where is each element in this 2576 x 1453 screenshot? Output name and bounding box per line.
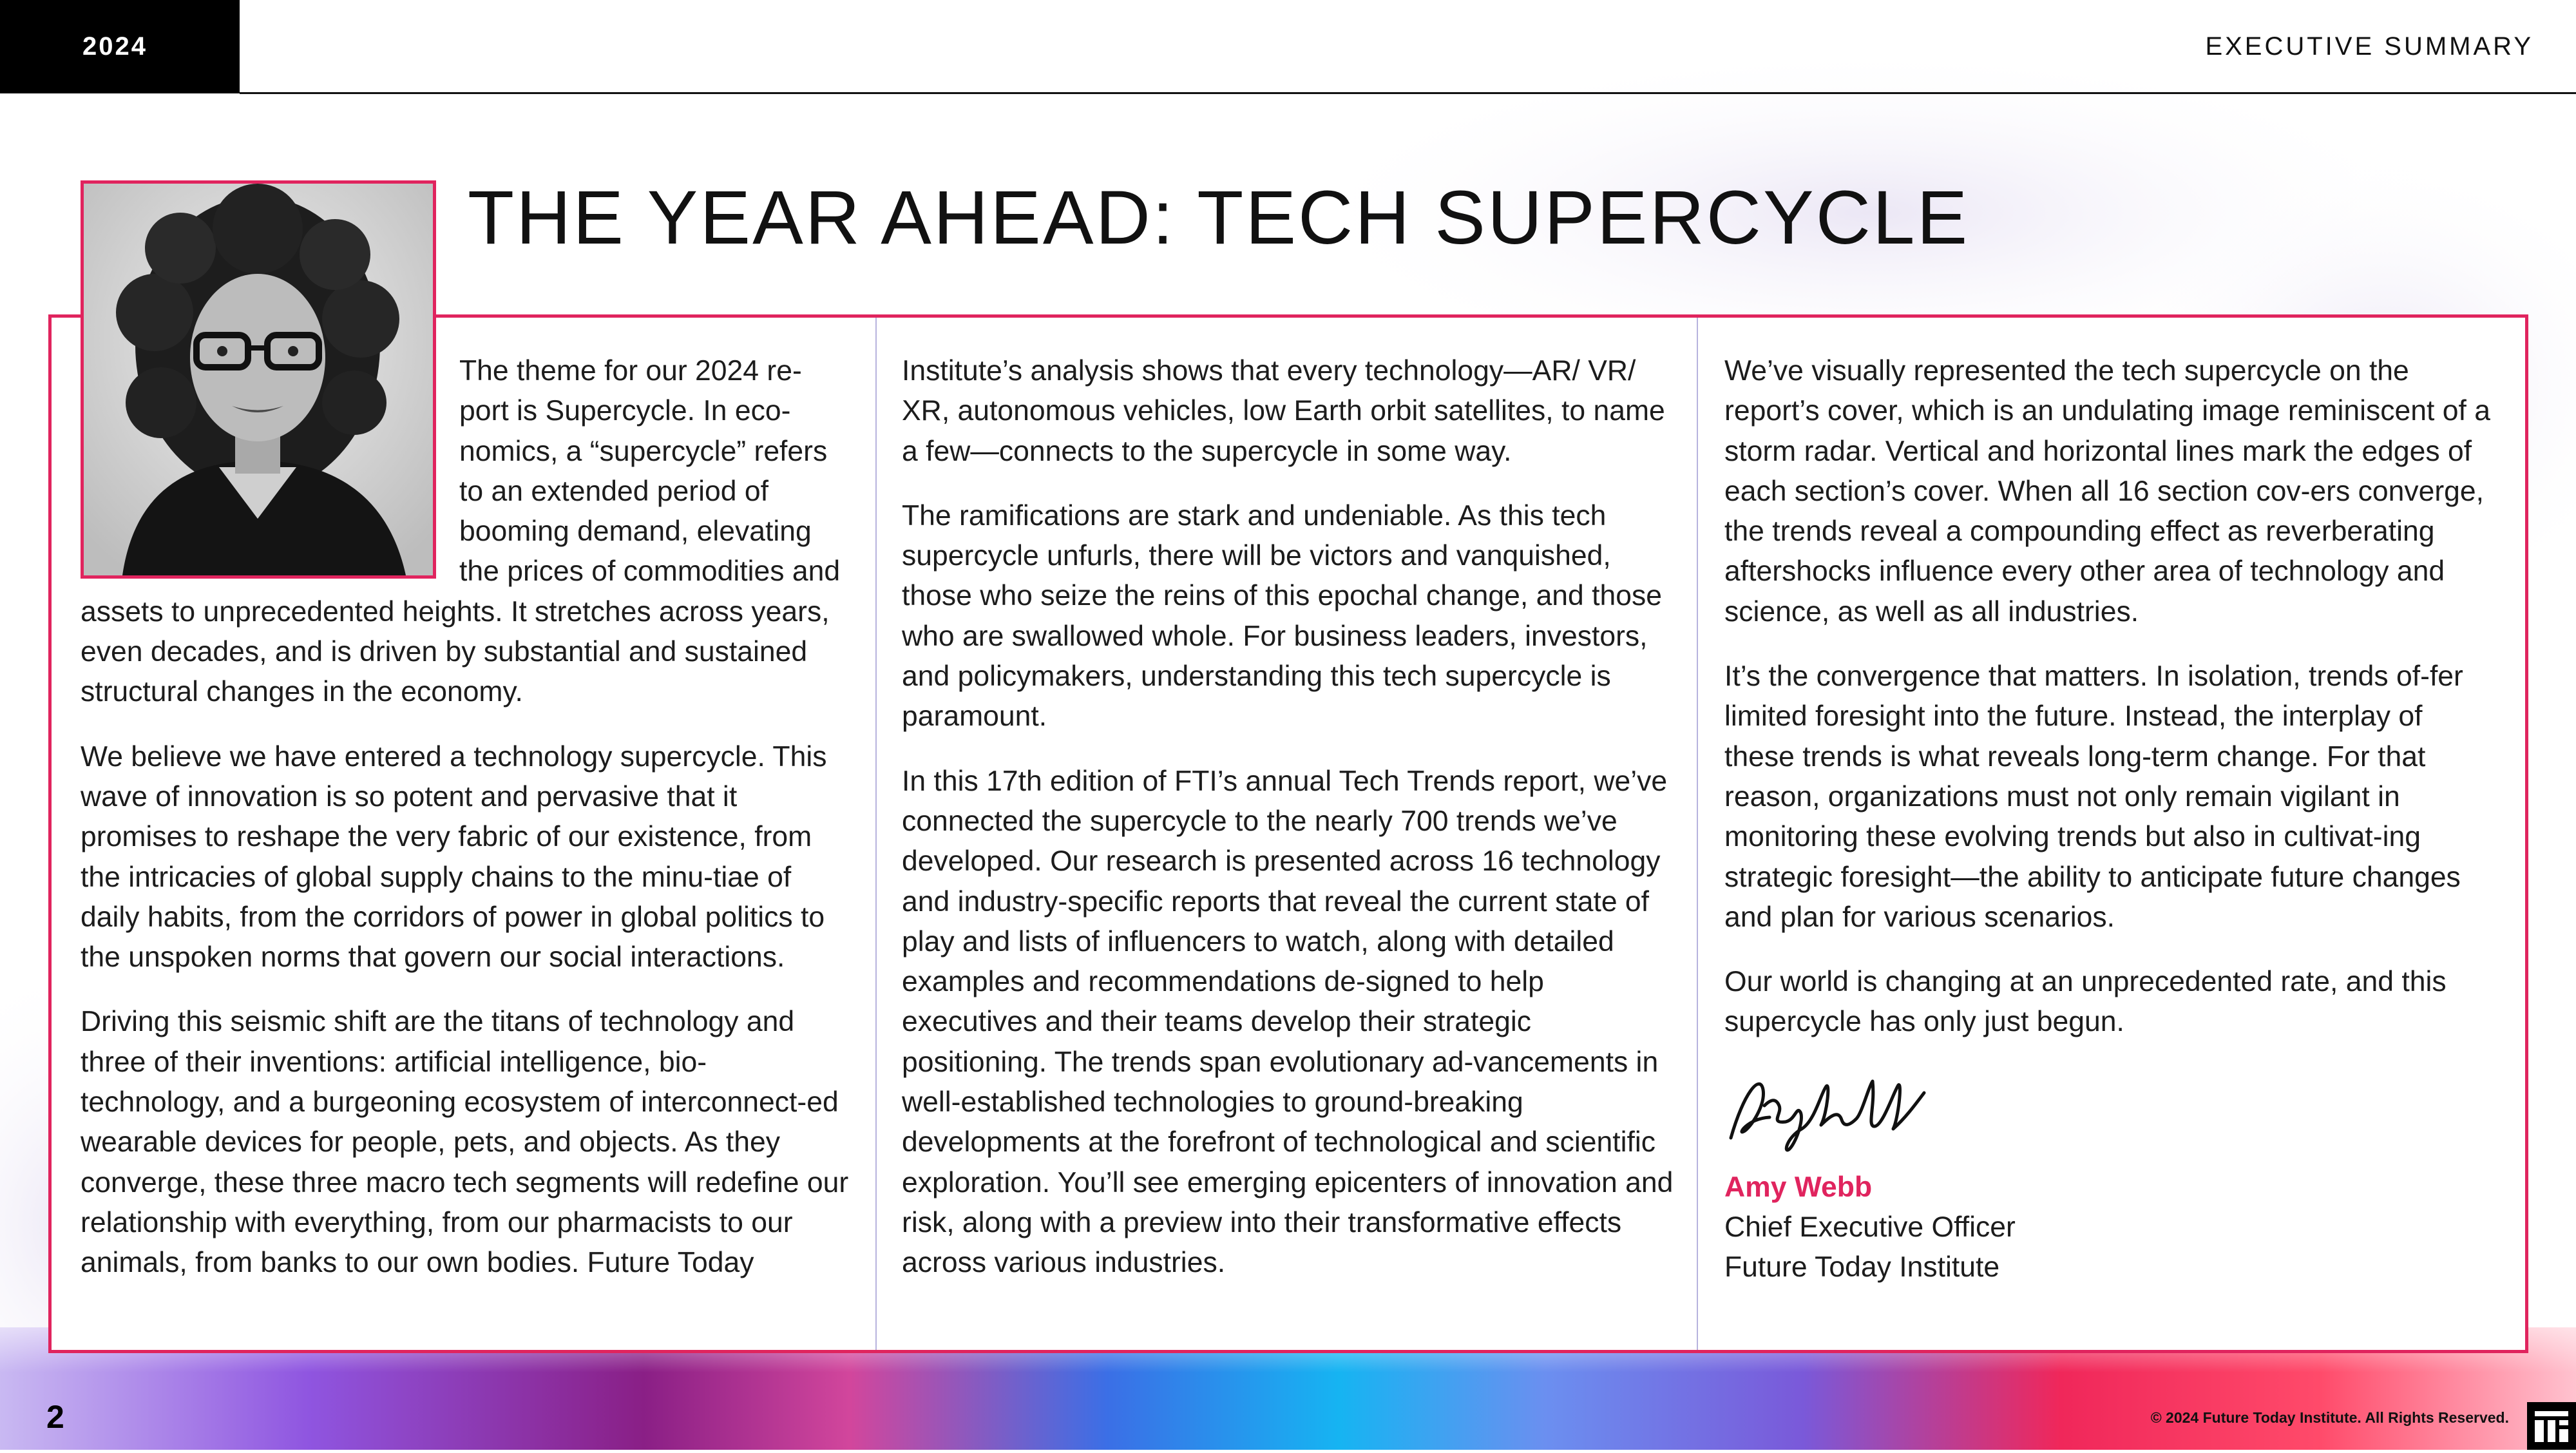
paragraph: It’s the convergence that matters. In isolation, trends of-fer limited foresight into the future. Instead, the interplay of these trends is what reveals long-term change. For that reason, organizations must not only remain vigilant in monitoring these evolving trends but also in cultivat-ing strategic foresight—the ability to anticipate future changes and plan for various scenarios. (1724, 660, 2463, 933)
paragraph: Our world is changing at an unprecedented rate, and this supercycle has only just begun. (1724, 966, 2447, 1038)
paragraph: The theme for our 2024 re-port is Supercycle. In eco-nomics, a “supercycle” refers to an extended period of booming demand, elevating the prices of commodities and assets to unprecedented heights. It stretches across years, even decades, and is driven by substantial and sustained structural changes in the economy. (81, 355, 841, 708)
portrait-image (84, 184, 433, 575)
paragraph: We’ve visually represented the tech supercycle on the report’s cover, which is an undulating image reminiscent of a storm radar. Vertical and horizontal lines mark the edges of each section’s cover. When all 16 section cov-ers converge, the trends reveal a compounding effect as reverberating aftershocks influence every other area of technology and science, as well as all industries. (1724, 355, 2490, 628)
page-title: THE YEAR AHEAD: TECH SUPERCYCLE (468, 175, 1970, 260)
page-number: 2 (46, 1399, 64, 1435)
column-2 (902, 351, 1675, 1308)
column-3 (1724, 351, 2497, 1288)
column-divider (875, 318, 877, 1350)
header-rule (240, 92, 2576, 94)
portrait-photo (81, 180, 436, 579)
section-label: EXECUTIVE SUMMARY (2205, 32, 2533, 61)
signature-icon (1724, 1067, 1931, 1157)
signer-role: Chief Executive Officer (1724, 1211, 2016, 1244)
header-bar (0, 0, 2576, 93)
column-divider (1697, 318, 1698, 1350)
signer-name: Amy Webb (1724, 1171, 1873, 1203)
copyright-text: © 2024 Future Today Institute. All Rights Reserved. (2150, 1409, 2509, 1426)
paragraph: In this 17th edition of FTI’s annual Tech Trends report, we’ve connected the supercycle to the nearly 700 trends we’ve developed. Our research is presented across 16 technology and industry-specific reports that reveal the current state of play and lists of influencers to watch, along with detailed examples and recommendations de-signed to help executives and their teams develop their strategic positioning. The trends span evolutionary ad-vancements in well-established technologies to ground-breaking developments at the forefront of technological and scientific exploration. You’ll see emerging epicenters of innovation and risk, along with a preview into their transformative effects across various industries. (902, 765, 1674, 1279)
paragraph: The ramifications are stark and undeniable. As this tech supercycle unfurls, there will be victors and vanquished, those who seize the reins of this epochal change, and those who are swallowed whole. For business leaders, investors, and policymakers, understanding this tech supercycle is paramount. (902, 499, 1663, 733)
paragraph: Institute’s analysis shows that every technology—AR/ VR/ XR, autonomous vehicles, low Earth orbit satellites, to name a few—connects to the supercycle in some way. (902, 355, 1665, 467)
year-badge: 2024 (0, 0, 240, 93)
signer-org: Future Today Institute (1724, 1251, 2000, 1284)
fti-logo-icon (2527, 1402, 2576, 1450)
paragraph: Driving this seismic shift are the titans of technology and three of their inventions: artificial intelligence, bio-technology, and a burgeoning ecosystem of interconnect-ed wearable devices for people, pets, and objects. As they converge, these three macro tech segments will redefine our relationship with everything, from our pharmacists to our animals, from banks to our own bodies. Future Today (81, 1006, 849, 1279)
paragraph: We believe we have entered a technology supercycle. This wave of innovation is so potent and pervasive that it promises to reshape the very fabric of our existence, from the intricacies of global supply chains to the minu-tiae of daily habits, from the corridors of power in global politics to the unspoken norms that govern our social interactions. (81, 740, 827, 974)
